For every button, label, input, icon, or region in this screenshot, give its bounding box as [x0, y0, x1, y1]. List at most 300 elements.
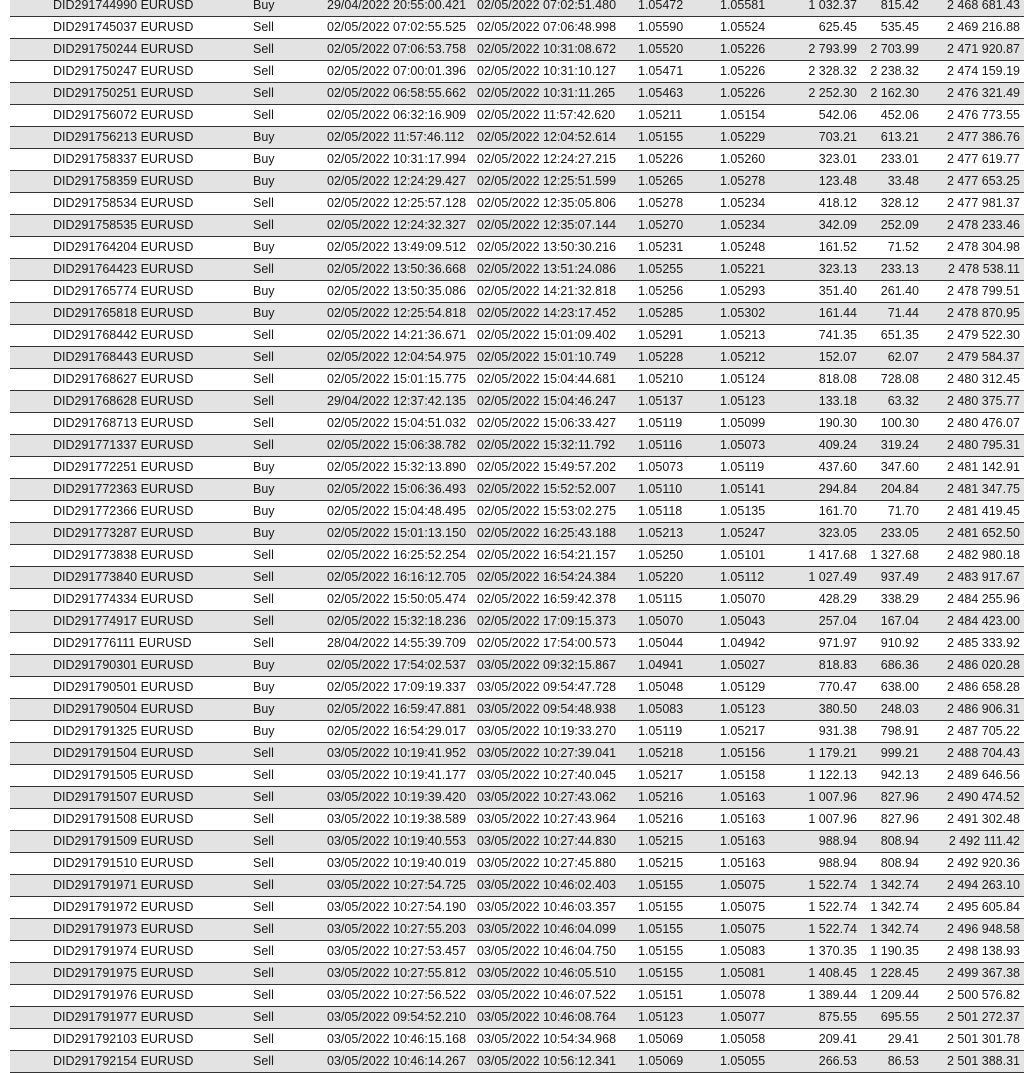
balance-cell: 2 477 619.77: [947, 152, 1020, 166]
gross-profit-cell: 437.60: [818, 460, 857, 474]
net-profit-cell: 910.92: [880, 636, 919, 650]
gross-profit-cell: 257.04: [818, 614, 857, 628]
net-profit-cell: 62.07: [887, 350, 919, 364]
trade-type-cell: Sell: [253, 394, 274, 408]
open-price-cell: 1.05226: [638, 152, 684, 166]
close-time-cell: 03/05/2022 10:27:40.045: [477, 768, 617, 782]
close-price-cell: 1.05058: [720, 1032, 766, 1046]
deal-id-symbol-cell: DID291765774 EURUSD: [53, 284, 194, 298]
net-profit-cell: 798.91: [880, 724, 919, 738]
deal-id-symbol-cell: DID291758337 EURUSD: [53, 152, 194, 166]
open-price-cell: 1.05155: [638, 966, 684, 980]
trade-type-cell: Buy: [253, 130, 275, 144]
trade-type-cell: Sell: [253, 834, 274, 848]
deal-id-symbol-cell: DID291773840 EURUSD: [53, 570, 194, 584]
close-price-cell: 1.05260: [720, 152, 766, 166]
open-time-cell: 03/05/2022 10:19:40.553: [327, 834, 467, 848]
table-row: [10, 1051, 1024, 1073]
net-profit-cell: 1 190.35: [870, 944, 919, 958]
trade-type-cell: Sell: [253, 988, 274, 1002]
gross-profit-cell: 1 007.96: [808, 812, 857, 826]
table-row: [10, 897, 1024, 919]
gross-profit-cell: 409.24: [818, 438, 857, 452]
balance-cell: 2 478 799.51: [947, 284, 1020, 298]
net-profit-cell: 999.21: [880, 746, 919, 760]
close-time-cell: 03/05/2022 09:54:47.728: [477, 680, 617, 694]
gross-profit-cell: 323.13: [818, 262, 857, 276]
deal-id-symbol-cell: DID291758535 EURUSD: [53, 218, 194, 232]
open-price-cell: 1.05216: [638, 790, 684, 804]
open-price-cell: 1.05255: [638, 262, 684, 276]
close-time-cell: 02/05/2022 12:24:27.215: [477, 152, 617, 166]
table-row: [10, 479, 1024, 501]
close-time-cell: 02/05/2022 15:06:33.427: [477, 416, 617, 430]
deal-id-symbol-cell: DID291776111 EURUSD: [53, 636, 192, 650]
close-time-cell: 02/05/2022 17:09:15.373: [477, 614, 617, 628]
close-price-cell: 1.05043: [720, 614, 766, 628]
table-row: [10, 281, 1024, 303]
balance-cell: 2 498 138.93: [947, 944, 1020, 958]
table-row: [10, 875, 1024, 897]
open-price-cell: 1.05155: [638, 878, 684, 892]
balance-cell: 2 481 652.50: [947, 526, 1020, 540]
table-row: [10, 699, 1024, 721]
balance-cell: 2 486 020.28: [947, 658, 1020, 672]
gross-profit-cell: 1 179.21: [808, 746, 857, 760]
trade-type-cell: Sell: [253, 196, 274, 210]
deal-id-symbol-cell: DID291791977 EURUSD: [53, 1010, 194, 1024]
gross-profit-cell: 1 417.68: [808, 548, 857, 562]
close-time-cell: 02/05/2022 13:50:30.216: [477, 240, 617, 254]
close-price-cell: 1.05075: [720, 878, 766, 892]
gross-profit-cell: 342.09: [818, 218, 857, 232]
trade-type-cell: Sell: [253, 900, 274, 914]
gross-profit-cell: 133.18: [818, 394, 857, 408]
balance-cell: 2 478 304.98: [947, 240, 1020, 254]
table-row: [10, 721, 1024, 743]
open-time-cell: 03/05/2022 10:27:54.190: [327, 900, 467, 914]
close-time-cell: 02/05/2022 17:54:00.573: [477, 636, 617, 650]
close-price-cell: 1.05163: [720, 856, 766, 870]
close-time-cell: 03/05/2022 10:46:02.403: [477, 878, 617, 892]
balance-cell: 2 491 302.48: [947, 812, 1020, 826]
close-time-cell: 03/05/2022 10:19:33.270: [477, 724, 617, 738]
gross-profit-cell: 703.21: [818, 130, 857, 144]
trade-type-cell: Sell: [253, 1032, 274, 1046]
trade-type-cell: Buy: [253, 152, 275, 166]
open-price-cell: 1.05119: [638, 416, 683, 430]
trade-type-cell: Sell: [253, 438, 274, 452]
balance-cell: 2 484 255.96: [947, 592, 1020, 606]
deal-id-symbol-cell: DID291792103 EURUSD: [53, 1032, 194, 1046]
close-time-cell: 02/05/2022 16:59:42.378: [477, 592, 617, 606]
close-time-cell: 03/05/2022 10:46:04.750: [477, 944, 617, 958]
gross-profit-cell: 818.83: [818, 658, 857, 672]
close-price-cell: 1.05070: [720, 592, 766, 606]
balance-cell: 2 496 948.58: [947, 922, 1020, 936]
table-row: [10, 39, 1024, 61]
close-price-cell: 1.05163: [720, 812, 766, 826]
balance-cell: 2 478 233.46: [947, 218, 1020, 232]
close-time-cell: 03/05/2022 10:46:03.357: [477, 900, 617, 914]
gross-profit-cell: 1 522.74: [808, 900, 857, 914]
open-price-cell: 1.05215: [638, 856, 684, 870]
deal-id-symbol-cell: DID291758359 EURUSD: [53, 174, 194, 188]
gross-profit-cell: 2 793.99: [808, 42, 857, 56]
close-price-cell: 1.05226: [720, 42, 766, 56]
open-price-cell: 1.05119: [638, 724, 683, 738]
close-time-cell: 03/05/2022 10:46:08.764: [477, 1010, 617, 1024]
table-row: [10, 545, 1024, 567]
open-time-cell: 02/05/2022 12:25:57.128: [327, 196, 467, 210]
open-time-cell: 03/05/2022 10:19:41.952: [327, 746, 467, 760]
open-price-cell: 1.05291: [638, 328, 684, 342]
open-price-cell: 1.05155: [638, 130, 684, 144]
balance-cell: 2 479 522.30: [947, 328, 1020, 342]
gross-profit-cell: 1 389.44: [808, 988, 857, 1002]
net-profit-cell: 827.96: [880, 812, 919, 826]
close-price-cell: 1.05027: [720, 658, 766, 672]
net-profit-cell: 535.45: [880, 20, 919, 34]
net-profit-cell: 827.96: [880, 790, 919, 804]
net-profit-cell: 252.09: [880, 218, 919, 232]
gross-profit-cell: 1 032.37: [808, 0, 857, 12]
deal-id-symbol-cell: DID291791973 EURUSD: [53, 922, 194, 936]
net-profit-cell: 1 342.74: [870, 922, 919, 936]
trade-type-cell: Sell: [253, 1054, 274, 1068]
net-profit-cell: 100.30: [880, 416, 919, 430]
open-time-cell: 02/05/2022 15:32:18.236: [327, 614, 467, 628]
open-time-cell: 02/05/2022 13:49:09.512: [327, 240, 467, 254]
gross-profit-cell: 323.05: [818, 526, 857, 540]
net-profit-cell: 204.84: [880, 482, 919, 496]
deal-id-symbol-cell: DID291744990 EURUSD: [53, 0, 194, 12]
deal-id-symbol-cell: DID291791325 EURUSD: [53, 724, 194, 738]
net-profit-cell: 808.94: [880, 856, 919, 870]
close-time-cell: 02/05/2022 10:31:10.127: [477, 64, 617, 78]
close-time-cell: 02/05/2022 12:04:52.614: [477, 130, 617, 144]
table-row: [10, 325, 1024, 347]
close-price-cell: 1.05154: [720, 108, 766, 122]
close-time-cell: 03/05/2022 09:54:48.938: [477, 702, 617, 716]
balance-cell: 2 489 646.56: [947, 768, 1020, 782]
open-price-cell: 1.05216: [638, 812, 684, 826]
close-price-cell: 1.05075: [720, 900, 766, 914]
trade-type-cell: Sell: [253, 416, 274, 430]
close-time-cell: 02/05/2022 15:53:02.275: [477, 504, 617, 518]
trade-type-cell: Buy: [253, 240, 275, 254]
balance-cell: 2 494 263.10: [947, 878, 1020, 892]
gross-profit-cell: 770.47: [818, 680, 857, 694]
balance-cell: 2 501 272.37: [947, 1010, 1020, 1024]
open-time-cell: 29/04/2022 12:37:42.135: [327, 394, 467, 408]
close-time-cell: 03/05/2022 10:27:45.880: [477, 856, 617, 870]
balance-cell: 2 471 920.87: [947, 42, 1020, 56]
open-time-cell: 02/05/2022 11:57:46.112: [327, 130, 465, 144]
balance-cell: 2 477 653.25: [947, 174, 1020, 188]
open-time-cell: 02/05/2022 07:00:01.396: [327, 64, 467, 78]
open-price-cell: 1.05472: [638, 0, 684, 12]
balance-cell: 2 480 375.77: [947, 394, 1020, 408]
balance-cell: 2 487 705.22: [947, 724, 1020, 738]
gross-profit-cell: 1 408.45: [808, 966, 857, 980]
trade-type-cell: Sell: [253, 548, 274, 562]
table-row: [10, 127, 1024, 149]
close-price-cell: 1.05123: [720, 702, 766, 716]
gross-profit-cell: 428.29: [818, 592, 857, 606]
close-price-cell: 1.05081: [720, 966, 766, 980]
trade-type-cell: Buy: [253, 284, 275, 298]
trade-type-cell: Sell: [253, 614, 274, 628]
balance-cell: 2 501 388.31: [947, 1054, 1020, 1068]
table-row: [10, 853, 1024, 875]
close-price-cell: 1.05158: [720, 768, 766, 782]
gross-profit-cell: 161.44: [818, 306, 857, 320]
close-price-cell: 1.05119: [720, 460, 765, 474]
deal-id-symbol-cell: DID291791510 EURUSD: [53, 856, 194, 870]
deal-id-symbol-cell: DID291772366 EURUSD: [53, 504, 194, 518]
table-row: [10, 611, 1024, 633]
balance-cell: 2 492 111.42: [948, 834, 1020, 848]
open-time-cell: 03/05/2022 10:27:54.725: [327, 878, 467, 892]
close-time-cell: 03/05/2022 10:27:39.041: [477, 746, 617, 760]
balance-cell: 2 480 795.31: [947, 438, 1020, 452]
balance-cell: 2 479 584.37: [947, 350, 1020, 364]
table-row: [10, 655, 1024, 677]
table-row: [10, 369, 1024, 391]
deal-id-symbol-cell: DID291791509 EURUSD: [53, 834, 194, 848]
gross-profit-cell: 1 122.13: [808, 768, 857, 782]
balance-cell: 2 478 870.95: [947, 306, 1020, 320]
trade-type-cell: Sell: [253, 636, 274, 650]
gross-profit-cell: 380.50: [818, 702, 857, 716]
close-time-cell: 02/05/2022 15:04:44.681: [477, 372, 617, 386]
close-price-cell: 1.05083: [720, 944, 766, 958]
open-price-cell: 1.05069: [638, 1054, 684, 1068]
close-time-cell: 03/05/2022 10:27:44.830: [477, 834, 617, 848]
open-time-cell: 03/05/2022 10:19:39.420: [327, 790, 467, 804]
close-price-cell: 1.05248: [720, 240, 766, 254]
open-time-cell: 03/05/2022 10:27:53.457: [327, 944, 467, 958]
gross-profit-cell: 542.06: [818, 108, 857, 122]
close-time-cell: 02/05/2022 10:31:11.265: [477, 86, 616, 100]
deal-id-symbol-cell: DID291768628 EURUSD: [53, 394, 194, 408]
table-row: [10, 677, 1024, 699]
table-row: [10, 523, 1024, 545]
open-price-cell: 1.05256: [638, 284, 684, 298]
table-row: [10, 1007, 1024, 1029]
table-row: [10, 743, 1024, 765]
deal-id-symbol-cell: DID291790504 EURUSD: [53, 702, 194, 716]
trade-type-cell: Sell: [253, 42, 274, 56]
gross-profit-cell: 988.94: [818, 834, 857, 848]
balance-cell: 2 480 476.07: [947, 416, 1020, 430]
close-time-cell: 03/05/2022 09:32:15.867: [477, 658, 617, 672]
net-profit-cell: 1 342.74: [870, 878, 919, 892]
close-price-cell: 1.05293: [720, 284, 766, 298]
balance-cell: 2 476 773.55: [947, 108, 1020, 122]
deal-id-symbol-cell: DID291768627 EURUSD: [53, 372, 194, 386]
trade-type-cell: Sell: [253, 218, 274, 232]
open-time-cell: 02/05/2022 15:32:13.890: [327, 460, 467, 474]
open-price-cell: 1.05048: [638, 680, 684, 694]
balance-cell: 2 500 576.82: [947, 988, 1020, 1002]
net-profit-cell: 338.29: [880, 592, 919, 606]
balance-cell: 2 482 980.18: [947, 548, 1020, 562]
close-time-cell: 03/05/2022 10:27:43.964: [477, 812, 617, 826]
trade-type-cell: Sell: [253, 1010, 274, 1024]
open-time-cell: 02/05/2022 06:58:55.662: [327, 86, 467, 100]
table-row: [10, 457, 1024, 479]
gross-profit-cell: 161.70: [818, 504, 857, 518]
open-price-cell: 1.05285: [638, 306, 684, 320]
open-price-cell: 1.05137: [638, 394, 684, 408]
close-price-cell: 1.05524: [720, 20, 766, 34]
open-price-cell: 1.05210: [638, 372, 684, 386]
close-time-cell: 02/05/2022 15:49:57.202: [477, 460, 617, 474]
net-profit-cell: 942.13: [880, 768, 919, 782]
trade-type-cell: Sell: [253, 86, 274, 100]
open-price-cell: 1.05155: [638, 922, 684, 936]
gross-profit-cell: 1 522.74: [808, 922, 857, 936]
net-profit-cell: 347.60: [880, 460, 919, 474]
close-time-cell: 02/05/2022 15:52:52.007: [477, 482, 617, 496]
net-profit-cell: 328.12: [880, 196, 919, 210]
gross-profit-cell: 625.45: [818, 20, 857, 34]
net-profit-cell: 71.52: [887, 240, 919, 254]
trade-type-cell: Buy: [253, 174, 275, 188]
open-time-cell: 02/05/2022 07:06:53.758: [327, 42, 467, 56]
close-time-cell: 03/05/2022 10:46:05.510: [477, 966, 617, 980]
balance-cell: 2 490 474.52: [947, 790, 1020, 804]
open-price-cell: 1.05118: [638, 504, 683, 518]
open-price-cell: 1.05069: [638, 1032, 684, 1046]
net-profit-cell: 71.70: [887, 504, 919, 518]
open-price-cell: 1.05471: [638, 64, 684, 78]
close-time-cell: 03/05/2022 10:27:43.062: [477, 790, 617, 804]
gross-profit-cell: 294.84: [818, 482, 857, 496]
open-price-cell: 1.05155: [638, 944, 684, 958]
trade-type-cell: Sell: [253, 262, 274, 276]
open-time-cell: 03/05/2022 09:54:52.210: [327, 1010, 467, 1024]
gross-profit-cell: 1 522.74: [808, 878, 857, 892]
trade-type-cell: Buy: [253, 0, 275, 12]
gross-profit-cell: 1 007.96: [808, 790, 857, 804]
balance-cell: 2 499 367.38: [947, 966, 1020, 980]
deal-id-symbol-cell: DID291791507 EURUSD: [53, 790, 194, 804]
trade-type-cell: Sell: [253, 768, 274, 782]
open-time-cell: 02/05/2022 06:32:16.909: [327, 108, 467, 122]
deal-id-symbol-cell: DID291773287 EURUSD: [53, 526, 194, 540]
deal-id-symbol-cell: DID291791508 EURUSD: [53, 812, 194, 826]
deal-id-symbol-cell: DID291750247 EURUSD: [53, 64, 194, 78]
open-time-cell: 02/05/2022 16:16:12.705: [327, 570, 467, 584]
open-time-cell: 02/05/2022 17:09:19.337: [327, 680, 467, 694]
open-price-cell: 1.05278: [638, 196, 684, 210]
open-time-cell: 02/05/2022 12:04:54.975: [327, 350, 467, 364]
table-row: [10, 391, 1024, 413]
balance-cell: 2 483 917.67: [947, 570, 1020, 584]
table-row: [10, 633, 1024, 655]
open-time-cell: 02/05/2022 16:25:52.254: [327, 548, 467, 562]
close-price-cell: 1.05226: [720, 64, 766, 78]
net-profit-cell: 695.55: [880, 1010, 919, 1024]
table-row: [10, 193, 1024, 215]
open-price-cell: 1.05520: [638, 42, 684, 56]
close-price-cell: 1.05229: [720, 130, 766, 144]
close-price-cell: 1.05302: [720, 306, 766, 320]
net-profit-cell: 613.21: [880, 130, 919, 144]
net-profit-cell: 248.03: [880, 702, 919, 716]
close-price-cell: 1.05123: [720, 394, 766, 408]
gross-profit-cell: 988.94: [818, 856, 857, 870]
open-price-cell: 1.05218: [638, 746, 684, 760]
net-profit-cell: 63.32: [887, 394, 919, 408]
table-row: [10, 919, 1024, 941]
net-profit-cell: 651.35: [880, 328, 919, 342]
close-price-cell: 1.05077: [720, 1010, 766, 1024]
open-price-cell: 1.05270: [638, 218, 684, 232]
table-row: [10, 303, 1024, 325]
close-price-cell: 1.05141: [720, 482, 766, 496]
table-row: [10, 787, 1024, 809]
open-price-cell: 1.05155: [638, 900, 684, 914]
table-row: [10, 501, 1024, 523]
open-price-cell: 1.05213: [638, 526, 684, 540]
trade-type-cell: Sell: [253, 746, 274, 760]
close-price-cell: 1.05221: [720, 262, 766, 276]
close-price-cell: 1.05078: [720, 988, 766, 1002]
open-price-cell: 1.05265: [638, 174, 684, 188]
deal-id-symbol-cell: DID291791974 EURUSD: [53, 944, 194, 958]
deal-id-symbol-cell: DID291764204 EURUSD: [53, 240, 194, 254]
table-row: [10, 171, 1024, 193]
close-time-cell: 02/05/2022 12:35:07.144: [477, 218, 617, 232]
close-time-cell: 02/05/2022 14:23:17.452: [477, 306, 617, 320]
net-profit-cell: 2 238.32: [870, 64, 919, 78]
deal-id-symbol-cell: DID291765818 EURUSD: [53, 306, 194, 320]
balance-cell: 2 478 538.11: [947, 262, 1020, 276]
open-price-cell: 1.05044: [638, 636, 684, 650]
open-time-cell: 03/05/2022 10:46:14.267: [327, 1054, 467, 1068]
open-price-cell: 1.05250: [638, 548, 684, 562]
close-time-cell: 02/05/2022 14:21:32.818: [477, 284, 617, 298]
trade-type-cell: Sell: [253, 108, 274, 122]
balance-cell: 2 469 216.88: [947, 20, 1020, 34]
close-price-cell: 1.05226: [720, 86, 766, 100]
trade-type-cell: Buy: [253, 526, 275, 540]
gross-profit-cell: 209.41: [818, 1032, 857, 1046]
table-row: [10, 435, 1024, 457]
close-time-cell: 02/05/2022 15:01:10.749: [477, 350, 617, 364]
open-time-cell: 02/05/2022 12:24:32.327: [327, 218, 467, 232]
gross-profit-cell: 323.01: [818, 152, 857, 166]
trade-type-cell: Buy: [253, 306, 275, 320]
close-time-cell: 03/05/2022 10:46:07.522: [477, 988, 617, 1002]
open-time-cell: 03/05/2022 10:27:55.812: [327, 966, 467, 980]
balance-cell: 2 488 704.43: [947, 746, 1020, 760]
open-price-cell: 1.05070: [638, 614, 684, 628]
net-profit-cell: 815.42: [880, 0, 919, 12]
gross-profit-cell: 190.30: [818, 416, 857, 430]
table-row: [10, 567, 1024, 589]
table-row: [10, 61, 1024, 83]
open-price-cell: 1.05073: [638, 460, 684, 474]
open-time-cell: 02/05/2022 16:54:29.017: [327, 724, 467, 738]
close-time-cell: 02/05/2022 10:31:08.672: [477, 42, 617, 56]
open-time-cell: 02/05/2022 15:01:15.775: [327, 372, 467, 386]
table-row: [10, 149, 1024, 171]
